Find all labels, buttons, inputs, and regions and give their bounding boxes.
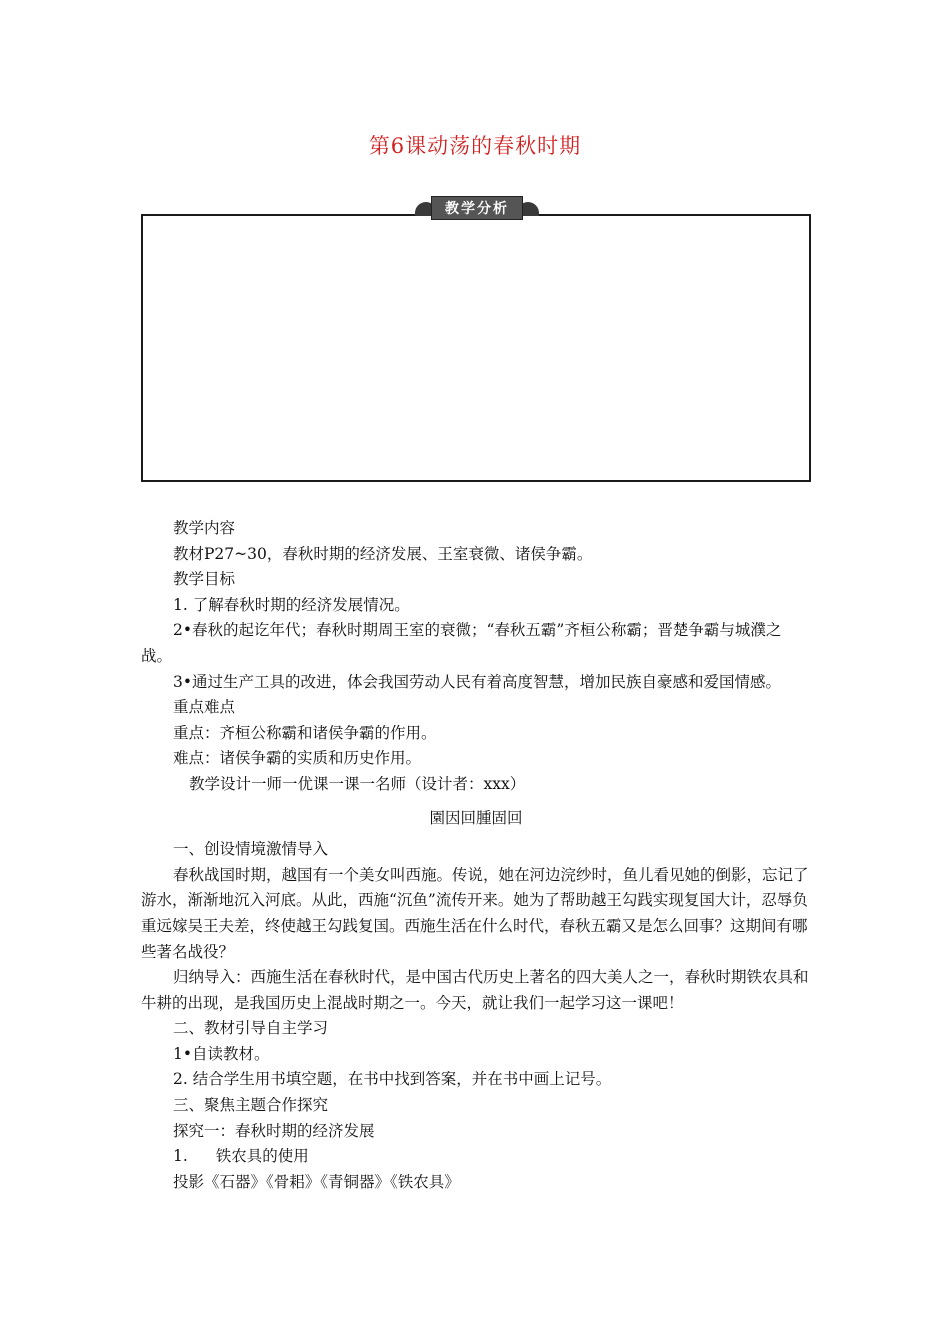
- goal-item-3: 3•通过生产工具的改进，体会我国劳动人民有着高度智慧，增加民族自豪感和爱国情感。: [173, 672, 782, 691]
- heading-teaching-content: 教学内容: [173, 519, 236, 537]
- list-number: 1.: [173, 1147, 188, 1166]
- paragraph-summary-intro: 归纳导入：西施生活在春秋时代，是中国古代历史上著名的四大美人之一，春秋时期铁农具和牛耕的出现，是我国历史上混战时期之一。今天，就让我们一起学习这一课吧！: [141, 968, 809, 1012]
- teaching-analysis-box: [141, 201, 811, 482]
- goal-item-1: 1. 了解春秋时期的经济发展情况。: [173, 595, 410, 614]
- heading-key-points: 重点难点: [173, 698, 236, 717]
- page-title: 第6课动荡的春秋时期: [368, 134, 582, 158]
- paragraph-xishi-story: 春秋战国时期，越国有一个美女叫西施。传说，她在河边浣纱时，鱼儿看见她的倒影，忘记了游水，渐渐地沉入河底。从此，西施“沉鱼”流传开来。她为了帮助越王勾践实现复国大计，忍辱负重远嫁吴王夫差，终使越王勾践复国。西施生活在什么时代，春秋五霸又是怎么回事？这期间有哪些著名战役？: [141, 865, 809, 961]
- heading-section-1: 一、创设情境激情导入: [173, 840, 329, 859]
- heading-teaching-goals: 教学目标: [173, 570, 236, 589]
- heading-inquiry-1: 探究一：春秋时期的经济发展: [173, 1121, 375, 1140]
- design-credit: 教学设计一师一优课一课一名师（设计者：xxx）: [189, 774, 526, 793]
- list-item-text: 铁农具的使用: [215, 1147, 309, 1166]
- teaching-analysis-tab: [415, 202, 539, 230]
- difficult-point: 难点：诸侯争霸的实质和历史作用。: [173, 749, 422, 768]
- document-body: [141, 516, 811, 1195]
- goal-item-2: 2•春秋的起讫年代；春秋时期周王室的衰微；“春秋五霸”齐桓公称霸；晋楚争霸与城濮之战。: [141, 621, 782, 665]
- list-item-iron-tools: [141, 1144, 811, 1170]
- paragraph-teaching-content: 教材P27~30，春秋时期的经济发展、王室衰微、诸侯争霸。: [173, 544, 593, 563]
- key-point: 重点：齐桓公称霸和诸侯争霸的作用。: [173, 723, 437, 742]
- teaching-analysis-label: 教学分析: [431, 196, 523, 220]
- heading-section-2: 二、教材引导自主学习: [173, 1019, 329, 1038]
- heading-section-3: 三、聚焦主题合作探究: [173, 1096, 329, 1115]
- paragraph-projection: 投影《石器》《骨耜》《青铜器》《铁农具》: [173, 1172, 460, 1191]
- list-item-fill-blanks: 2. 结合学生用书填空题，在书中找到答案，并在书中画上记号。: [173, 1070, 612, 1089]
- section-heading-garbled: 園因回腫固回: [429, 808, 523, 827]
- list-item-self-read: 1•自读教材。: [173, 1044, 270, 1063]
